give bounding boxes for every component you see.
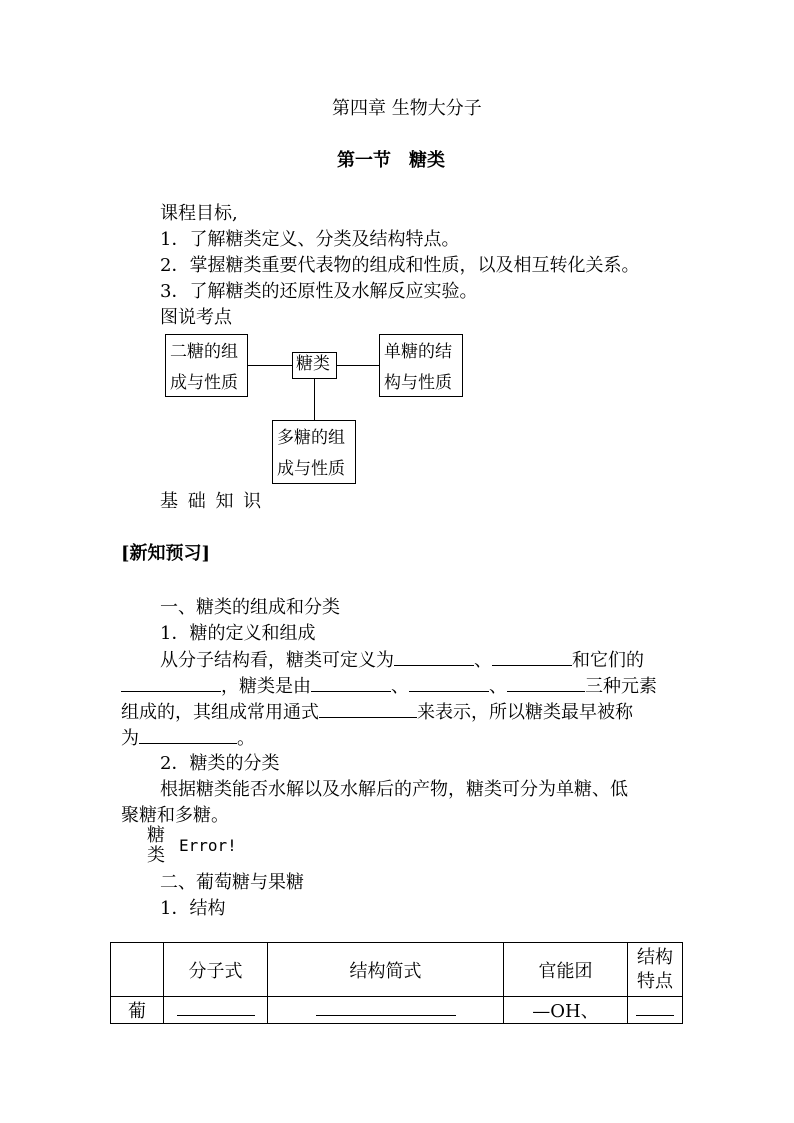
text: 和它们的 [572,650,644,671]
paragraph-line [160,647,644,674]
text: 组成的，其组成常用通式 [121,702,319,723]
connector-down [314,378,315,421]
fill-blank[interactable] [319,699,417,718]
paragraph-line [121,699,633,726]
objective-item: 2．掌握糖类重要代表物的组成和性质，以及相互转化关系。 [160,255,640,276]
text: 糖 [147,825,165,846]
new-preview-heading: [新知预习] [121,543,211,564]
table-header-cell [628,943,683,997]
objective-item: 1．了解糖类定义、分类及结构特点。 [160,229,460,250]
text: 、 [391,676,409,697]
box-polysaccharide-line1: 多糖的组 [277,428,345,448]
part1-sub1: 1．糖的定义和组成 [160,623,316,644]
fill-blank[interactable] [121,673,221,692]
text: 从分子结构看，糖类可定义为 [160,650,394,671]
text: 、 [474,650,492,671]
text: 特点 [637,970,673,992]
connector-left [248,365,292,366]
box-disaccharide [165,334,248,397]
paragraph-line [121,673,657,700]
table-header-cell: 结构简式 [268,943,504,997]
fill-blank[interactable] [507,673,585,692]
fill-blank[interactable] [492,647,572,666]
fill-blank[interactable] [316,999,456,1016]
structure-table [110,942,683,1024]
text: ，糖类是由 [221,676,311,697]
table-cell: —OH、 [504,997,628,1024]
chapter-title: 第四章 生物大分子 [332,98,482,119]
box-monosaccharide-line2: 构与性质 [384,373,452,393]
text: 类 [147,845,165,866]
text: 三种元素 [585,676,657,697]
objective-item: 3．了解糖类的还原性及水解反应实验。 [160,281,478,302]
table-cell [628,997,683,1024]
paragraph-line: 根据糖类能否水解以及水解后的产物，糖类可分为单糖、低 [160,779,628,800]
box-disaccharide-line1: 二糖的组 [170,342,238,362]
objectives-heading: 课程目标, [160,203,238,224]
table-row [111,997,683,1024]
fill-blank[interactable] [394,647,474,666]
table-cell [164,997,268,1024]
fill-blank[interactable] [409,673,489,692]
text: 为 [121,728,139,749]
part1-heading: 一、糖类的组成和分类 [160,597,340,618]
fill-blank[interactable] [636,999,674,1016]
box-saccharides-center: 糖类 [292,352,337,379]
text: 来表示，所以糖类最早被称 [417,702,633,723]
connector-right [337,365,380,366]
table-header-cell: 分子式 [164,943,268,997]
paragraph-line: 聚糖和多糖。 [121,805,229,826]
paragraph-line [121,725,255,752]
table-cell: 葡 [111,997,164,1024]
section-title: 第一节 糖类 [337,150,445,171]
fill-blank[interactable] [177,999,255,1016]
box-disaccharide-line2: 成与性质 [170,373,238,393]
box-monosaccharide-line1: 单糖的结 [384,342,452,362]
error-text: Error! [179,836,237,855]
diagram-heading: 图说考点 [160,307,232,328]
text: 。 [237,728,255,749]
table-header-cell [111,943,164,997]
table-header-row [111,943,683,997]
basic-knowledge-heading: 基 础 知 识 [160,491,264,512]
part1-sub2: 2．糖类的分类 [160,753,280,774]
fill-blank[interactable] [311,673,391,692]
box-monosaccharide [379,334,463,397]
table-cell [268,997,504,1024]
table-header-cell: 官能团 [504,943,628,997]
part2-sub1: 1．结构 [160,898,226,919]
text: 、 [489,676,507,697]
classification-label [147,826,165,866]
box-polysaccharide [272,420,356,484]
text: 结构 [637,946,673,968]
part2-heading: 二、葡萄糖与果糖 [160,872,304,893]
fill-blank[interactable] [139,725,237,744]
box-polysaccharide-line2: 成与性质 [277,459,345,479]
